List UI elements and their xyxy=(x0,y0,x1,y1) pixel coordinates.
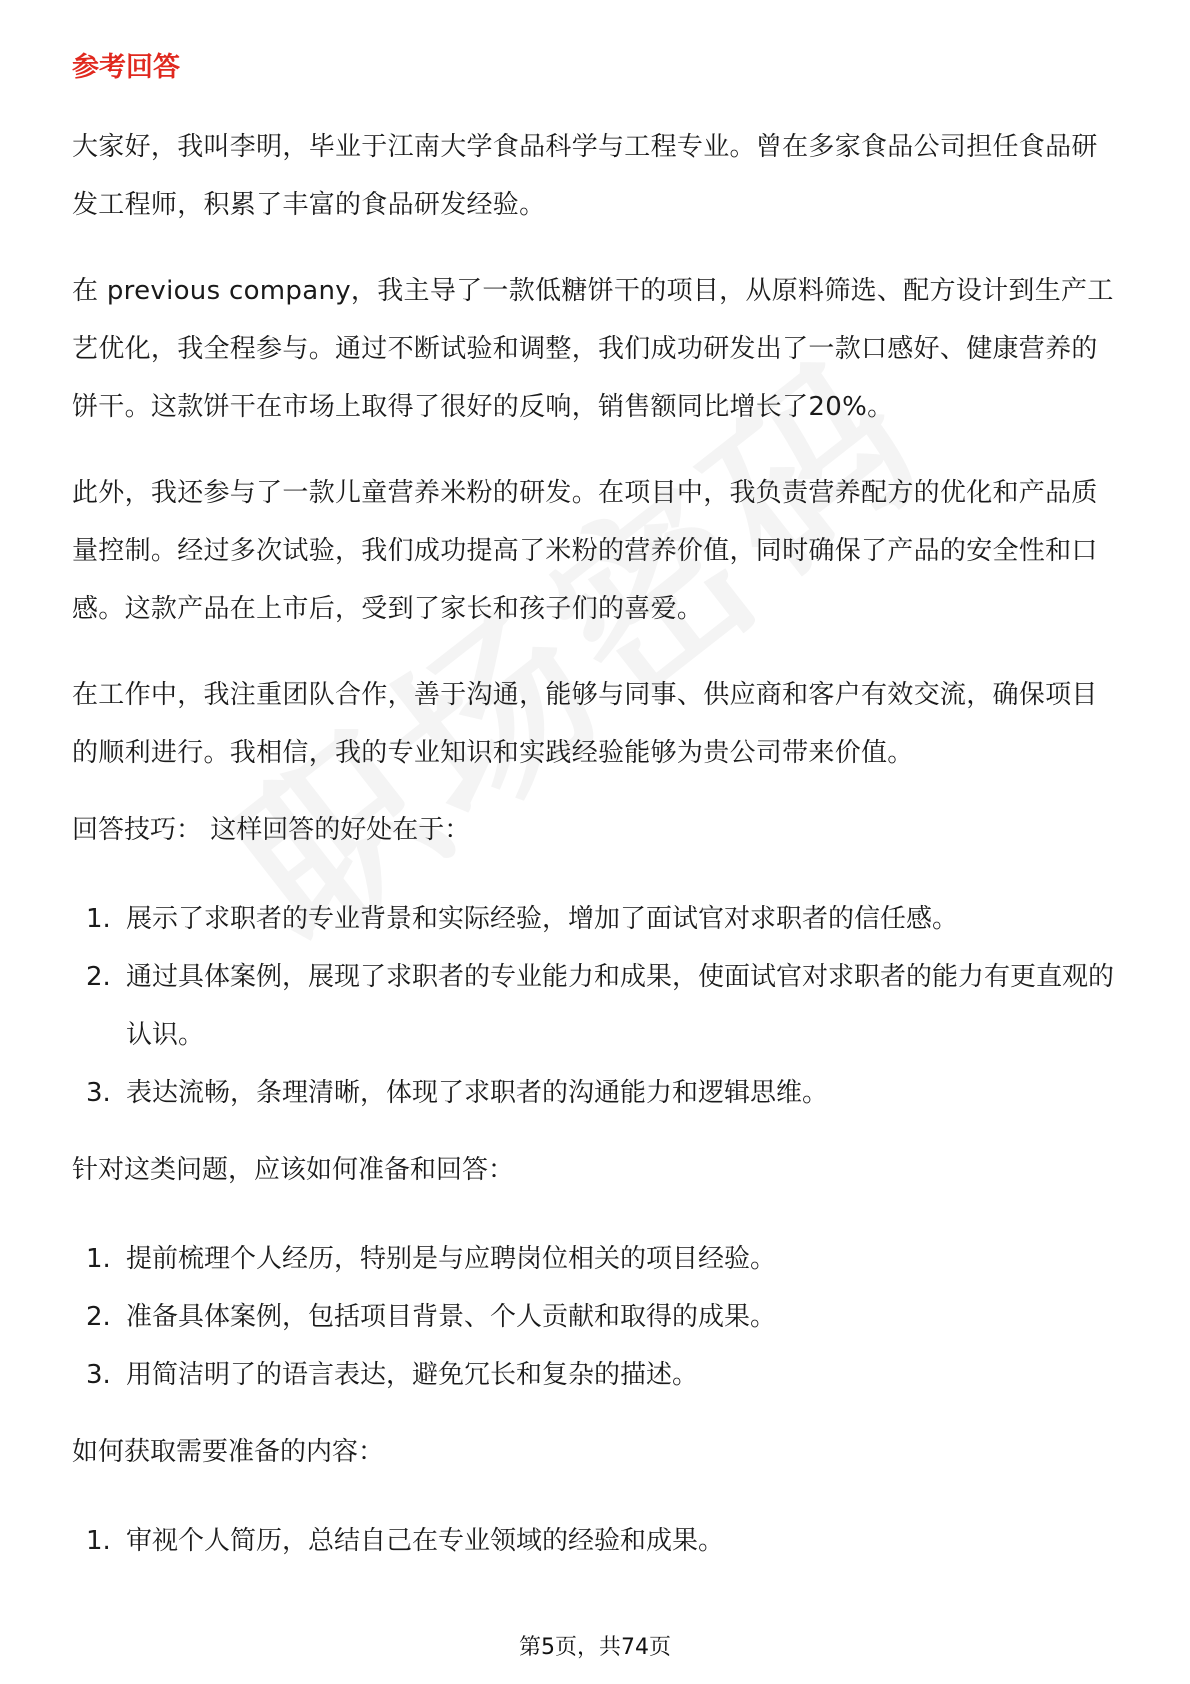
obtain-list xyxy=(72,1512,1122,1570)
list-item-text: 用简洁明了的语言表达，避免冗长和复杂的描述。 xyxy=(126,1360,699,1390)
tips-list xyxy=(72,890,1122,1122)
list-item-text: 提前梳理个人经历，特别是与应聘岗位相关的项目经验。 xyxy=(126,1244,777,1274)
tips-title: 回答技巧： 这样回答的好处在于： xyxy=(72,815,471,845)
list-item-text: 准备具体案例，包括项目背景、个人贡献和取得的成果。 xyxy=(126,1302,777,1332)
list-item-text: 表达流畅，条理清晰，体现了求职者的沟通能力和逻辑思维。 xyxy=(126,1078,829,1108)
list-number: 2. xyxy=(86,962,111,992)
list-number: 1. xyxy=(86,904,111,934)
page-number: 第5页，共74页 xyxy=(519,1635,671,1660)
list-number: 1. xyxy=(86,1526,111,1556)
list-item xyxy=(72,1064,1122,1122)
answer-paragraph-2: 在 previous company，我主导了一款低糖饼干的项目，从原料筛选、配方设计到生产工艺优化，我全程参与。通过不断试验和调整，我们成功研发出了一款口感好、健康营养的饼干。这款饼干在市场上取得了很好的反响，销售额同比增长了20%。 xyxy=(72,276,1114,422)
list-item xyxy=(72,1512,1122,1570)
answer-paragraph-3: 此外，我还参与了一款儿童营养米粉的研发。在项目中，我负责营养配方的优化和产品质量控制。经过多次试验，我们成功提高了米粉的营养价值，同时确保了产品的安全性和口感。这款产品在上市后，受到了家长和孩子们的喜爱。 xyxy=(72,478,1098,624)
list-item xyxy=(72,1230,1122,1288)
obtain-title: 如何获取需要准备的内容： xyxy=(72,1437,385,1467)
prepare-list xyxy=(72,1230,1122,1404)
answer-paragraph-1: 大家好，我叫李明，毕业于江南大学食品科学与工程专业。曾在多家食品公司担任食品研发工程师，积累了丰富的食品研发经验。 xyxy=(72,132,1098,220)
list-item xyxy=(72,1346,1122,1404)
list-item xyxy=(72,1288,1122,1346)
answer-paragraph-4: 在工作中，我注重团队合作，善于沟通，能够与同事、供应商和客户有效交流，确保项目的顺利进行。我相信，我的专业知识和实践经验能够为贵公司带来价值。 xyxy=(72,680,1098,768)
list-number: 3. xyxy=(86,1360,111,1390)
list-item-text: 审视个人简历，总结自己在专业领域的经验和成果。 xyxy=(126,1526,725,1556)
page-content xyxy=(72,48,1122,1598)
list-number: 3. xyxy=(86,1078,111,1108)
list-number: 1. xyxy=(86,1244,111,1274)
list-item xyxy=(72,948,1122,1064)
prepare-title: 针对这类问题，应该如何准备和回答： xyxy=(72,1155,515,1185)
list-item-text: 展示了求职者的专业背景和实际经验，增加了面试官对求职者的信任感。 xyxy=(126,904,959,934)
list-number: 2. xyxy=(86,1302,111,1332)
section-heading: 参考回答 xyxy=(72,52,180,83)
list-item-text: 通过具体案例，展现了求职者的专业能力和成果，使面试官对求职者的能力有更直观的认识。 xyxy=(126,962,1115,1050)
list-item xyxy=(72,890,1122,948)
